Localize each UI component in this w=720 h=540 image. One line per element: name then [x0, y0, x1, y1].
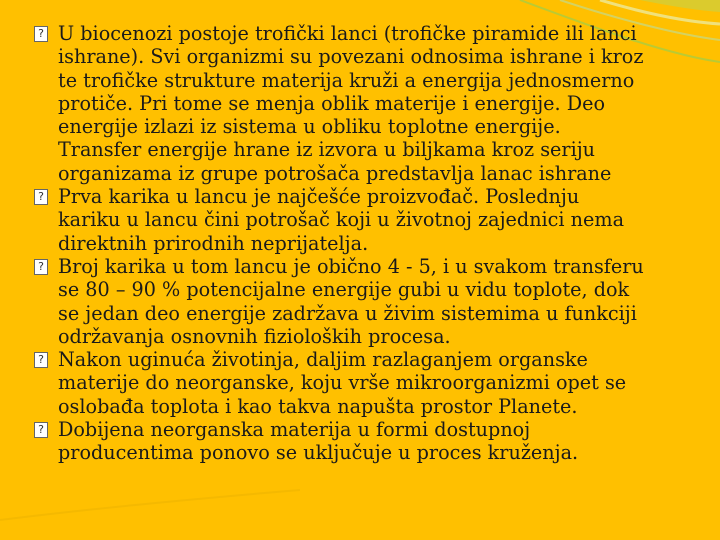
bullet-marker-icon: ? [34, 422, 48, 438]
bullet-item [24, 418, 644, 465]
bullet-list [24, 22, 644, 465]
bullet-marker-icon: ? [34, 189, 48, 205]
bullet-text: Dobijena neorganska materija u formi dostupnoj producentima ponovo se uključuje u proces kruženja. [58, 418, 579, 465]
bullet-item [24, 255, 644, 348]
bullet-marker-icon: ? [34, 259, 48, 275]
bullet-text: U biocenozi postoje trofički lanci (trofičke piramide ili lanci ishrane). Svi organizmi su povezani odnosima ishrane i kroz te trofičke strukture materija kruži a energija jednosmerno protiče. Pri tome se menja oblik materije i energije. Deo energije izlazi iz sistema u obliku toplotne energije. Transfer energije hrane iz izvora u biljkama kroz seriju organizama iz grupe potrošača predstavlja lanac ishrane [58, 22, 644, 185]
bullet-text: Prva karika u lancu je najčešće proizvođač. Poslednju kariku u lancu čini potrošač koji u životnoj zajednici nema direktnih prirodnih neprijatelja. [58, 185, 625, 255]
bullet-item [24, 185, 644, 255]
bullet-text: Nakon uginuća životinja, daljim razlaganjem organske materije do neorganske, koju vrše mikroorganizmi opet se oslobađa toplota i kao takva napušta prostor Planete. [58, 348, 627, 418]
bullet-marker-icon: ? [34, 26, 48, 42]
bullet-marker-icon: ? [34, 352, 48, 368]
bullet-item [24, 22, 644, 185]
bullet-text: Broj karika u tom lancu je obično 4 - 5, i u svakom transferu se 80 – 90 % potencijalne energije gubi u vidu toplote, dok se jedan deo energije zadržava u živim sistemima u funkciji održavanja osnovnih fizioloških procesa. [58, 254, 644, 348]
bullet-item [24, 348, 644, 418]
